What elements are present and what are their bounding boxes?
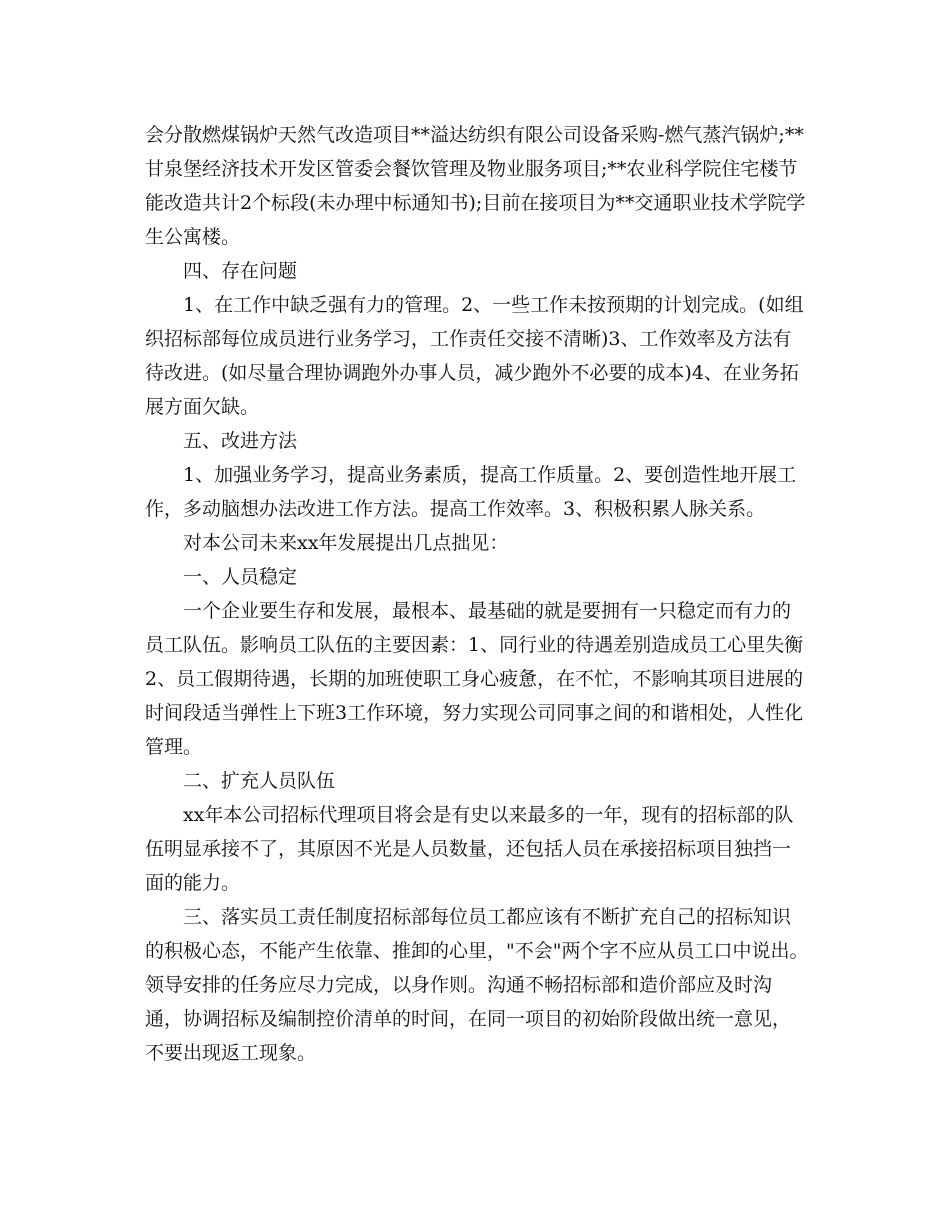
paragraph-improvements: 1、加强业务学习，提高业务素质，提高工作质量。2、要创造性地开展工作，多动脑想办法改进工作方法。提高工作效率。3、积极积累人脉关系。 [145, 464, 797, 520]
section-heading-improvements: 五、改进方法 [183, 430, 298, 452]
section-heading-staff-stability: 一、人员稳定 [183, 566, 298, 588]
document-body [145, 118, 809, 1070]
paragraph-staff-stability: 一个企业要生存和发展，最根本、最基础的就是要拥有一只稳定而有力的员工队伍。影响员工队伍的主要因素：1、同行业的待遇差别造成员工心里失衡2、员工假期待遇，长期的加班使职工身心疲惫，在不忙，不影响其项目进展的时间段适当弹性上下班3工作环境，努力实现公司同事之间的和谐相处，人性化管理。 [145, 600, 804, 758]
section-heading-expand-team: 二、扩充人员队伍 [183, 770, 336, 792]
section-heading-issues: 四、存在问题 [183, 260, 298, 282]
paragraph-issues: 1、在工作中缺乏强有力的管理。2、一些工作未按预期的计划完成。(如组织招标部每位成员进行业务学习，工作责任交接不清晰)3、工作效率及方法有待改进。(如尽量合理协调跑外办事人员，减少跑外不必要的成本)4、在业务拓展方面欠缺。 [145, 294, 804, 418]
paragraph-suggestions-intro: 对本公司未来xx年发展提出几点拙见： [183, 532, 509, 554]
paragraph-responsibility-system: 三、落实员工责任制度招标部每位员工都应该有不断扩充自己的招标知识的积极心态，不能产生依靠、推卸的心里，"不会"两个字不应从员工口中说出。领导安排的任务应尽力完成，以身作则。沟通不畅招标部和造价部应及时沟通，协调招标及编制控价清单的时间，在同一项目的初始阶段做出统一意见，不要出现返工现象。 [145, 906, 809, 1064]
paragraph-expand-team: xx年本公司招标代理项目将会是有史以来最多的一年，现有的招标部的队伍明显承接不了，其原因不光是人员数量，还包括人员在承接招标项目独挡一面的能力。 [145, 804, 794, 894]
paragraph-project-list: 会分散燃煤锅炉天然气改造项目**溢达纺织有限公司设备采购-燃气蒸汽锅炉;**甘泉堡经济技术开发区管委会餐饮管理及物业服务项目;**农业科学院住宅楼节能改造共计2个标段(未办理中标通知书);目前在接项目为**交通职业技术学院学生公寓楼。 [145, 124, 806, 248]
